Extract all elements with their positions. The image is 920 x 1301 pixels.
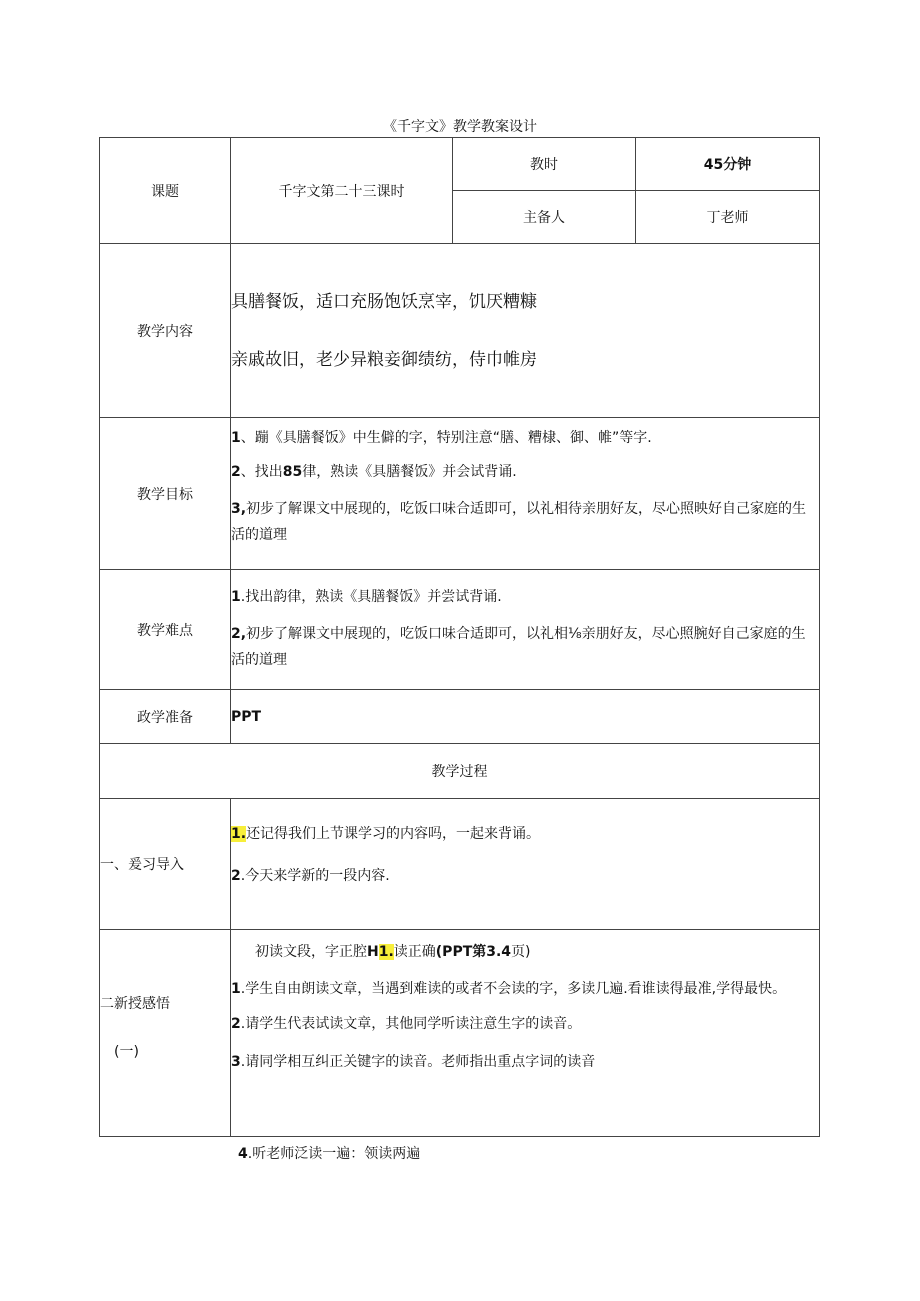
content-cell: [231, 244, 820, 418]
preparer-label: 主备人: [453, 191, 636, 244]
preparer-value: 丁老师: [636, 191, 820, 244]
new-lesson-cell: [231, 930, 820, 1137]
review-item-2: 2.今天来学新的一段内容.: [231, 868, 390, 884]
new-lesson-step-4: 4.听老师泛读一遍：领读两遍: [238, 1146, 421, 1162]
new-lesson-heading: 初读文段，字正腔H1.读正确(PPT第3.4页): [255, 944, 531, 960]
goals-label: 教学目标: [100, 418, 231, 570]
goal-item-1: 1、蹦《具膳餐饭》中生僻的字，特别注意“膳、糟棣、御、帷”等字.: [231, 430, 652, 446]
content-line-2: 亲戚故旧，老少异粮妾御绩纺，侍巾帷房: [231, 349, 537, 370]
period-value: 45分钟: [636, 138, 820, 191]
content-label: 教学内容: [100, 244, 231, 418]
new-lesson-step-3: 3.请同学相互纠正关键字的读音。老师指出重点字词的读音: [231, 1054, 596, 1070]
period-label: 教时: [453, 138, 636, 191]
difficulty-item-2: 2,初步了解课文中展现的，吃饭口味合适即可，以礼相⅛亲朋好友，尽心照腕好自己家庭的生活的道理: [231, 625, 806, 668]
difficulty-label: 教学难点: [100, 570, 231, 690]
topic-value: 千字文第二十三课时: [231, 138, 453, 244]
difficulty-cell: [231, 570, 820, 690]
process-title: 教学过程: [100, 744, 820, 799]
review-cell: [231, 799, 820, 930]
new-lesson-label-line-1: 二新授感悟: [100, 996, 170, 1012]
topic-label: 课题: [100, 138, 231, 244]
goals-cell: [231, 418, 820, 570]
new-lesson-step-1: 1.学生自由朗读文章，当遇到难读的或者不会读的字，多读几遍.看谁读得最准,学得最快。: [231, 981, 787, 997]
new-lesson-label: [100, 930, 231, 1137]
lesson-plan-table: [99, 137, 820, 1137]
prep-label: 政学准备: [100, 690, 231, 744]
review-item-1: 1.还记得我们上节课学习的内容吗，一起来背诵。: [231, 826, 541, 842]
difficulty-item-1: 1.找出韵律，熟读《具膳餐饭》并尝试背诵.: [231, 588, 502, 605]
goal-item-2: 2、找出85律，熟读《具膳餐饭》并会试背诵.: [231, 464, 517, 480]
content-line-1: 具膳餐饭，适口充肠饱饫烹宰，饥厌糟糠: [231, 291, 537, 312]
new-lesson-step-2: 2.请学生代表试读文章，其他同学听读注意生字的读音。: [231, 1016, 582, 1032]
review-label: 一、爰习导入: [100, 799, 231, 930]
prep-value: PPT: [231, 690, 820, 744]
new-lesson-label-line-2: (一): [114, 1044, 139, 1060]
document-title: 《千字文》教学教案设计: [383, 119, 537, 135]
goal-item-3: 3,初步了解课文中展现的，吃饭口味合适即可，以礼相待亲朋好友，尽心照映好自己家庭的生活的道理: [231, 501, 807, 543]
